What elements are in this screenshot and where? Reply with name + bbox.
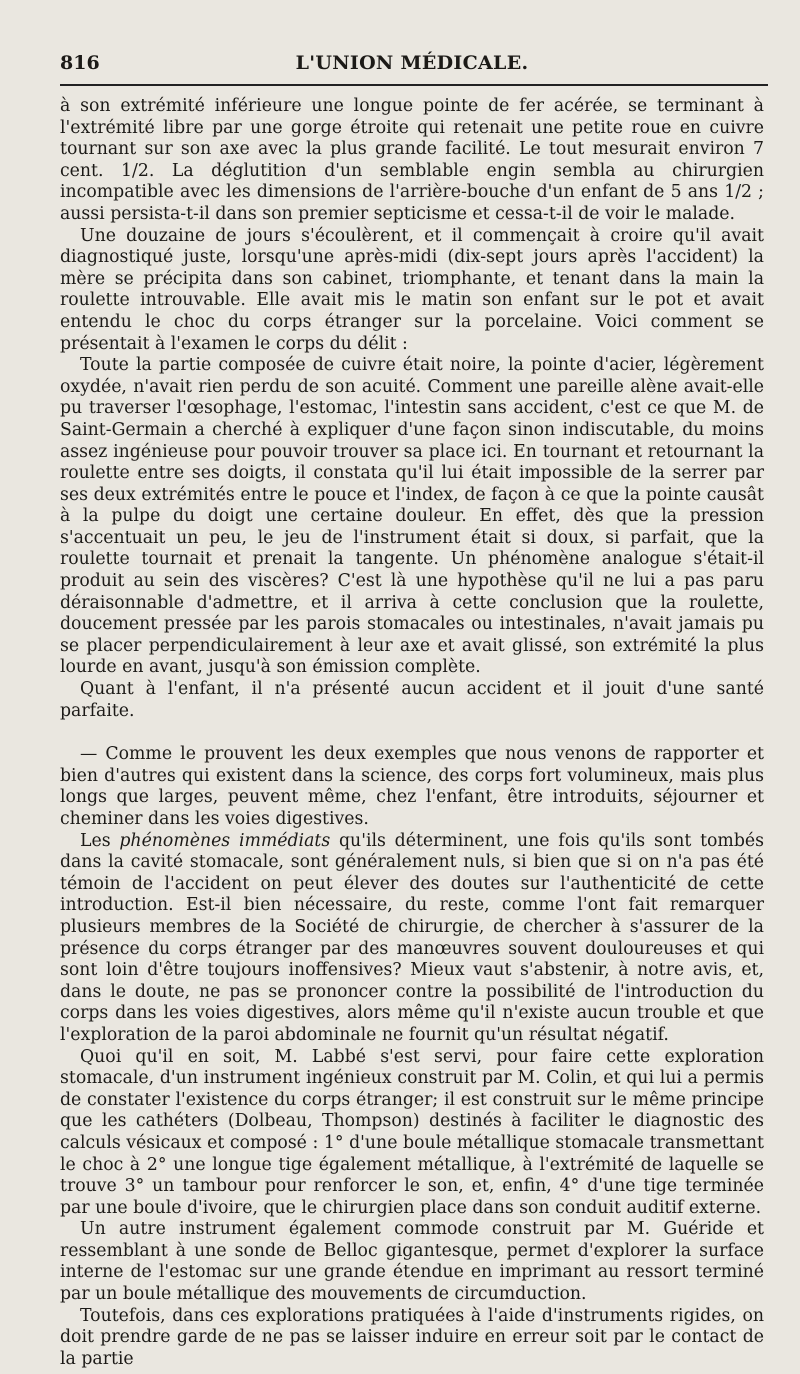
paragraph: Une douzaine de jours s'écoulèrent, et il commençait à croire qu'il avait diagnostiqué juste, lorsqu'une après-midi (dix-sept jours après l'accident) la mère se précipita dans son cabinet, triomphante, et tenant dans la main la roulette introuvable. Elle avait mis le matin son enfant sur le pot et avait entendu le choc du corps étranger sur la porcelaine. Voici comment se présentait à l'examen le corps du délit : <box>60 225 764 354</box>
paragraph: Quant à l'enfant, il n'a présenté aucun accident et il jouit d'une santé parfaite. <box>60 679 764 721</box>
paragraph: Toutefois, dans ces explorations pratiquées à l'aide d'instruments rigides, on doit prendre garde de ne pas se laisser induire en erreur soit par le contact de la partie <box>60 1305 764 1369</box>
body-text <box>60 96 764 1370</box>
running-head <box>60 52 764 76</box>
journal-title: L'UNION MÉDICALE. <box>295 52 529 74</box>
paragraph-italic-lead <box>60 831 764 1047</box>
paragraph-continuation: à son extrémité inférieure une longue pointe de fer acérée, se terminant à l'extrémité libre par une gorge étroite qui retenait une petite roue en cuivre tournant sur son axe avec la plus grande facilité. Le tout mesurait environ 7 cent. 1/2. La déglutition d'un semblable engin sembla au chirurgien incompatible avec les dimensions de l'arrière-bouche d'un enfant de 5 ans 1/2 ; aussi persista-t-il dans son premier septicisme et cessa-t-il de voir le malade. <box>60 96 764 224</box>
italic-phrase: phénomènes immédiats <box>119 830 331 851</box>
paragraph: Un autre instrument également commode construit par M. Guéride et ressemblant à une sonde de Belloc gigantesque, permet d'explorer la surface interne de l'estomac sur une grande étendue en imprimant au ressort terminé par un boule métallique des mouvements de circumduction. <box>60 1219 764 1305</box>
paragraph-rest: qu'ils déterminent, une fois qu'ils sont tombés dans la cavité stomacale, sont généralement nuls, si bien que si on n'a pas été témoin de l'accident on peut élever des doutes sur l'authenticité de cette introduction. Est-il bien nécessaire, du reste, comme l'ont fait remarquer plusieurs membres de la Société de chirurgie, de chercher à s'assurer de la présence du corps étranger par des manœuvres souvent douloureuses et qui sont loin d'être toujours inoffensives? Mieux vaut s'abstenir, à notre avis, et, dans le doute, ne pas se prononcer contre la possibilité de l'introduction du corps dans les voies digestives, alors même qu'il n'existe aucun trouble et que l'exploration de la paroi abdominale ne fournit qu'un résultat négatif. <box>60 830 764 1045</box>
page-number: 816 <box>60 52 100 74</box>
lead-word: Les <box>80 830 111 851</box>
paragraph: Quoi qu'il en soit, M. Labbé s'est servi, pour faire cette exploration stomacale, d'un instrument ingénieux construit par M. Colin, et qui lui a permis de constater l'existence du corps étranger; il est construit sur le même principe que les cathéters (Dolbeau, Thompson) destinés à faciliter le diagnostic des calculs vésicaux et composé : 1° d'une boule métallique stomacale transmettant le choc à 2° une longue tige également métallique, à l'extrémité de laquelle se trouve 3° un tambour pour renforcer le son, et, enfin, 4° d'une tige terminée par une boule d'ivoire, que le chirurgien place dans son conduit auditif externe. <box>60 1046 764 1218</box>
paragraph: Toute la partie composée de cuivre était noire, la pointe d'acier, légèrement oxydée, n'avait rien perdu de son acuité. Comment une pareille alène avait-elle pu traverser l'œsophage, l'estomac, l'intestin sans accident, c'est ce que M. de Saint-Germain a cherché à expliquer d'une façon sinon indiscutable, du moins assez ingénieuse pour pouvoir trouver sa place ici. En tournant et retournant la roulette entre ses doigts, il constata qu'il lui était impossible de la serrer par ses deux extrémités entre le pouce et l'index, de façon à ce que la pointe causât à la pulpe du doigt une certaine douleur. En effet, dès que la pression s'accentuait un peu, le jeu de l'instrument était si doux, si parfait, que la roulette tournait et prenait la tangente. Un phénomène analogue s'était-il produit au sein des viscères? C'est là une hypothèse qu'il ne lui a pas paru déraisonnable d'admettre, et il arriva à cette conclusion que la roulette, doucement pressée par les parois stomacales ou intestinales, n'avait jamais pu se placer perpendiculairement à leur axe et avait glissé, son extrémité la plus lourde en avant, jusqu'à son émission complète. <box>60 355 764 678</box>
section-break <box>60 722 764 744</box>
header-rule <box>60 84 768 86</box>
paragraph: — Comme le prouvent les deux exemples que nous venons de rapporter et bien d'autres qui existent dans la science, des corps fort volumineux, mais plus longs que larges, peuvent même, chez l'enfant, être introduits, séjourner et cheminer dans les voies digestives. <box>60 744 764 829</box>
